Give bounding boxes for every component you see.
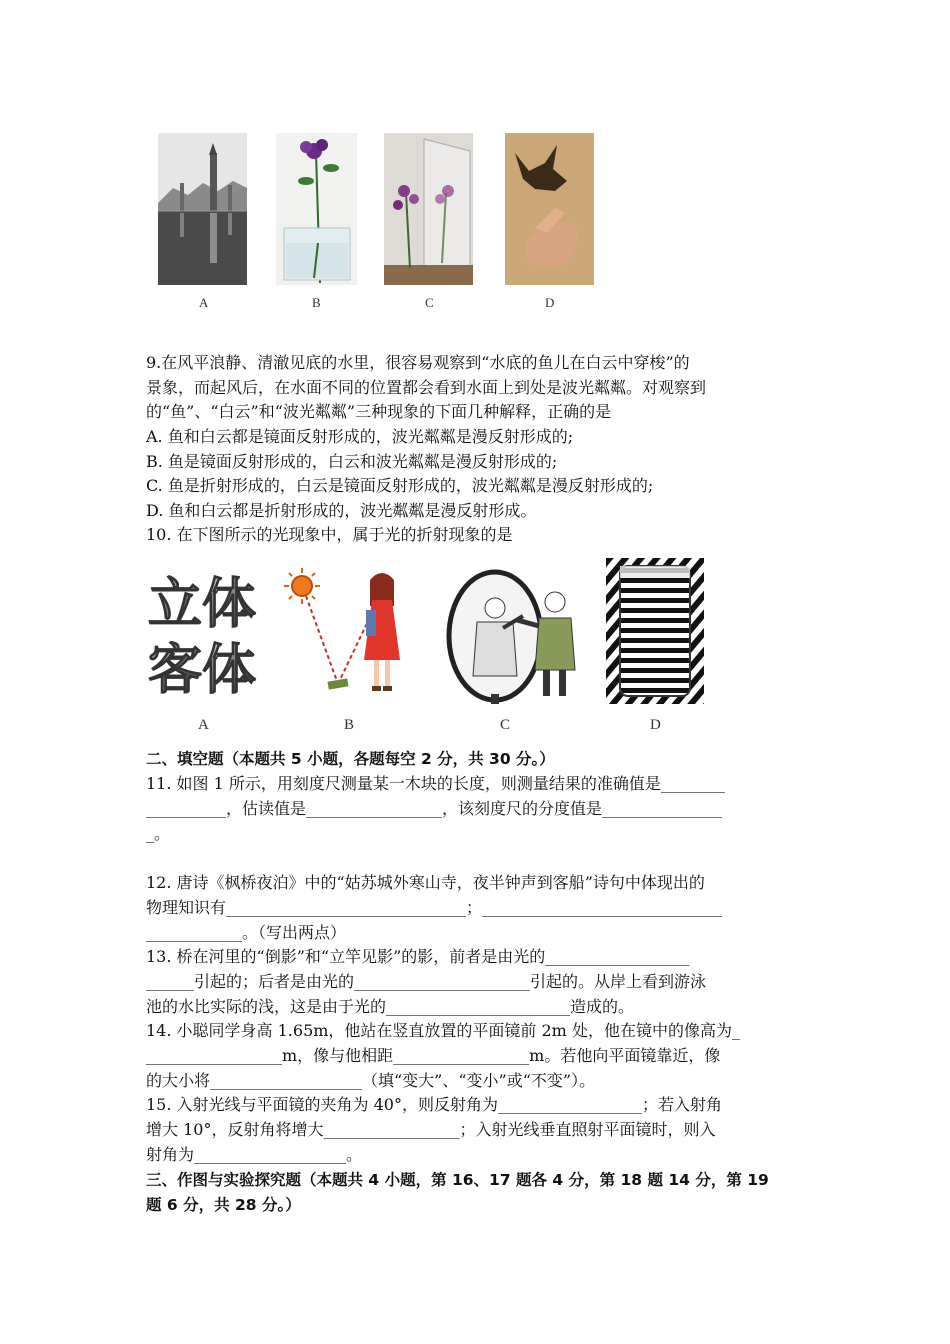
q9-line-2: 景象，而起风后，在水面不同的位置都会看到水面上到处是波光粼粼。对观察到 bbox=[146, 378, 707, 397]
section-2-heading: 二、填空题（本题共 5 小题，各题每空 2 分，共 30 分。） bbox=[146, 750, 555, 768]
figure-d-hand-shadow bbox=[505, 133, 594, 285]
figure-mid-caption-d: D bbox=[650, 717, 661, 733]
q9-option-c: C. 鱼是折射形成的，白云是镜面反射形成的，波光粼粼是漫反射形成的; bbox=[146, 476, 654, 495]
figure-top-caption-a: A bbox=[199, 295, 209, 310]
q12-line-1: 12. 唐诗《枫桥夜泊》中的“姑苏城外寒山寺，夜半钟声到客船”诗句中体现出的 bbox=[146, 873, 705, 892]
figure-top-caption-c: C bbox=[425, 295, 434, 310]
q15-line-2: 增大 10°，反射角将增大_________________；入射光线垂直照射平面镜时，则入 bbox=[146, 1120, 716, 1139]
section-3-heading-line-1: 三、作图与实验探究题（本题共 4 小题，第 16、17 题各 4 分，第 18 题 14 分，第 19 bbox=[146, 1171, 769, 1189]
figure-b-sun-book-girl bbox=[282, 566, 418, 698]
figure-a-char-3: 客 bbox=[148, 638, 202, 698]
q9-option-d: D. 鱼和白云都是折射形成的，波光粼粼是漫反射形成。 bbox=[146, 501, 537, 520]
q12-line-2: 物理知识有______________________________；______________________________ bbox=[146, 898, 723, 917]
q11-line-2: __________，估读值是_________________，该刻度尺的分度值是_______________ bbox=[146, 799, 723, 818]
figure-a-char-4: 体 bbox=[202, 638, 256, 698]
figure-d-glass-striped-background bbox=[606, 558, 704, 704]
q9-option-a: A. 鱼和白云都是镜面反射形成的，波光粼粼是漫反射形成的; bbox=[146, 427, 574, 446]
figure-c-man-and-mirror bbox=[443, 566, 589, 704]
q11-line-1: 11. 如图 1 所示，用刻度尺测量某一木块的长度，则测量结果的准确值是________ bbox=[146, 774, 725, 793]
q14-line-3: 的大小将___________________（填“变大”、“变小”或“不变”）。 bbox=[146, 1071, 596, 1090]
q9-line-3: 的“鱼”、“白云”和“波光粼粼”三种现象的下面几种解释，正确的是 bbox=[146, 402, 612, 421]
section-3-heading-line-2: 题 6 分，共 28 分。） bbox=[146, 1196, 301, 1214]
figure-mid-caption-a: A bbox=[198, 717, 209, 733]
q14-line-1: 14. 小聪同学身高 1.65m，他站在竖直放置的平面镜前 2m 处，他在镜中的像高为_ bbox=[146, 1021, 740, 1040]
q14-line-2: _________________m，像与他相距_________________m。若他向平面镜靠近，像 bbox=[146, 1046, 721, 1065]
q11-line-3: _。 bbox=[146, 824, 171, 843]
q9-line-1: 9.在风平浪静、清澈见底的水里，很容易观察到“水底的鱼儿在白云中穿梭”的 bbox=[146, 353, 690, 372]
q9-option-b: B. 鱼是镜面反射形成的，白云和波光粼粼是漫反射形成的; bbox=[146, 452, 558, 471]
q12-line-3: ____________。（写出两点） bbox=[146, 923, 347, 942]
figure-mid-caption-b: B bbox=[344, 717, 355, 733]
q15-line-3: 射角为___________________。 bbox=[146, 1145, 363, 1164]
q15-line-1: 15. 入射光线与平面镜的夹角为 40°，则反射角为__________________；若入射角 bbox=[146, 1095, 722, 1114]
q10-stem: 10. 在下图所示的光现象中，属于光的折射现象的是 bbox=[146, 525, 513, 544]
figure-top-caption-b: B bbox=[312, 295, 321, 310]
q13-line-2: ______引起的；后者是由光的______________________引起的。从岸上看到游泳 bbox=[146, 972, 707, 991]
figure-top-caption-d: D bbox=[545, 295, 555, 310]
figure-a-char-1: 立 bbox=[148, 572, 202, 635]
q13-line-1: 13. 桥在河里的“倒影”和“立竿见影”的影，前者是由光的__________________ bbox=[146, 947, 690, 966]
q13-line-3: 池的水比实际的浅，这是由于光的_______________________造成的。 bbox=[146, 997, 635, 1016]
figure-mid-caption-c: C bbox=[500, 717, 511, 733]
figure-c-flower-mirror bbox=[384, 133, 473, 285]
figure-b-flower-in-glass bbox=[276, 133, 357, 285]
figure-a-pagoda-reflection bbox=[158, 133, 247, 285]
figure-a-char-2: 体 bbox=[202, 572, 256, 635]
figure-a-3d-characters bbox=[146, 566, 258, 698]
